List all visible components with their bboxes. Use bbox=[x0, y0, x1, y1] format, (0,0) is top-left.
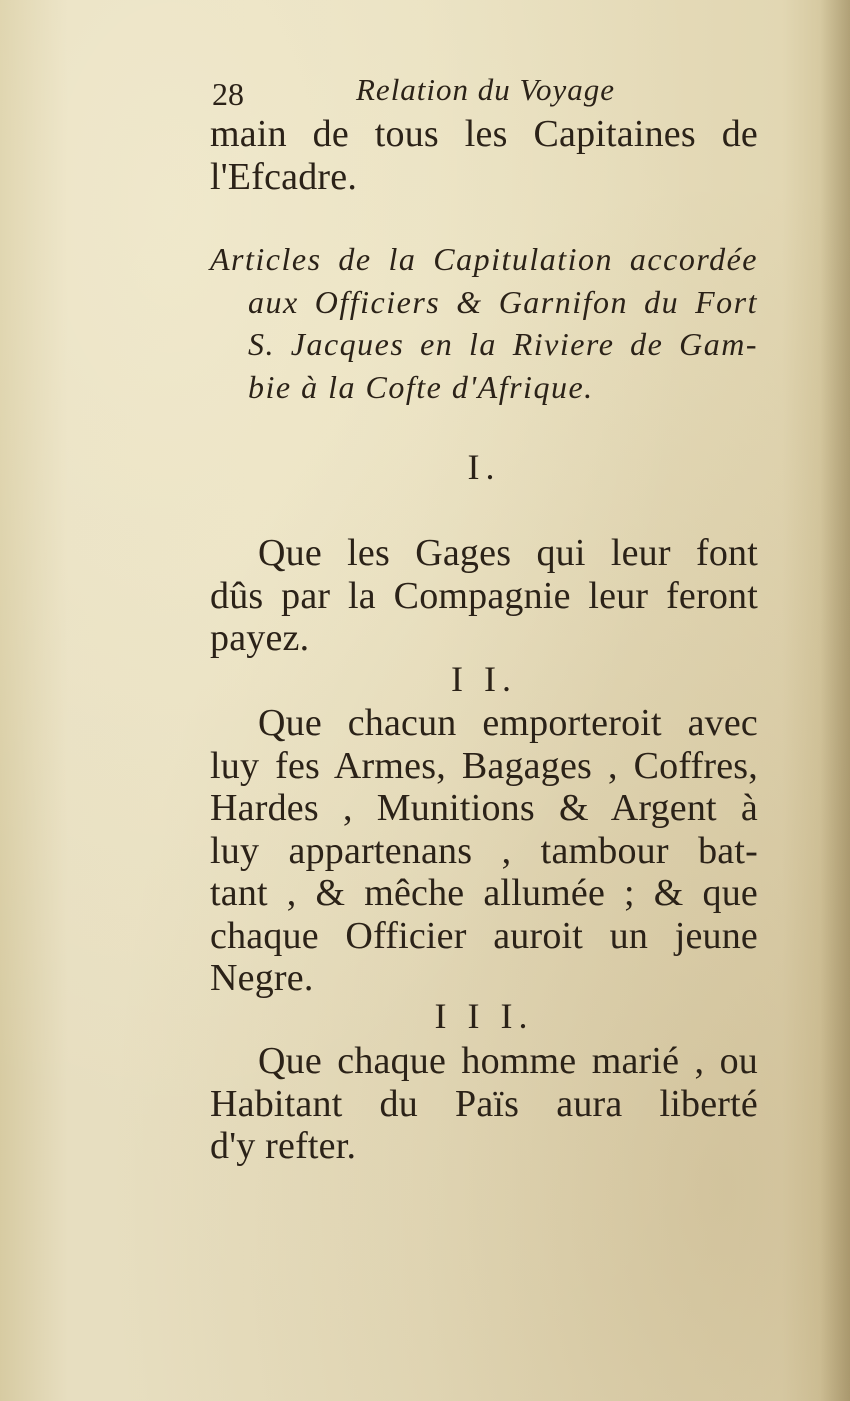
text-line: dûs par la Compagnie leur feront bbox=[210, 574, 758, 617]
text-line: tant , & mêche allumée ; & que bbox=[210, 872, 758, 914]
heading-line: S. Jacques en la Riviere de Gam- bbox=[248, 326, 758, 362]
text-line: Que chacun emporteroit avec bbox=[258, 702, 758, 744]
page-header bbox=[210, 70, 758, 110]
text-line: payez. bbox=[210, 617, 310, 659]
article-paragraph bbox=[210, 1040, 758, 1168]
running-head: Relation du Voyage bbox=[356, 72, 616, 107]
article-numeral: I I I. bbox=[434, 996, 534, 1036]
article-numeral: I I. bbox=[451, 659, 517, 699]
text-line: chaque Officier auroit un jeune bbox=[210, 914, 758, 957]
page-number: 28 bbox=[212, 76, 244, 112]
article-paragraph bbox=[210, 532, 758, 660]
continued-paragraph bbox=[210, 113, 758, 198]
text-line: Que les Gages qui leur font bbox=[258, 532, 758, 574]
text-line: l'Efcadre. bbox=[210, 155, 358, 198]
text-line: Que chaque homme marié , ou bbox=[258, 1040, 758, 1082]
text-line: d'y refter. bbox=[210, 1125, 357, 1167]
text-line: Hardes , Munitions & Argent à bbox=[210, 787, 758, 829]
heading-line: aux Officiers & Garnifon du Fort bbox=[248, 283, 758, 320]
text-line: main de tous les Capitaines de bbox=[210, 113, 758, 155]
article-numeral: I. bbox=[467, 447, 501, 487]
article-paragraph bbox=[210, 702, 758, 1000]
text-line: luy appartenans , tambour bat- bbox=[210, 829, 758, 872]
text-line: Habitant du Païs aura liberté bbox=[210, 1082, 758, 1125]
text-line: Negre. bbox=[210, 957, 314, 999]
articles-heading bbox=[210, 238, 758, 408]
heading-line: Articles de la Capitulation accordée bbox=[210, 241, 758, 277]
heading-line: bie à la Cofte d'Afrique. bbox=[248, 368, 594, 405]
page-edge-shadow bbox=[820, 0, 850, 1401]
text-line: luy fes Armes, Bagages , Coffres, bbox=[210, 744, 758, 787]
